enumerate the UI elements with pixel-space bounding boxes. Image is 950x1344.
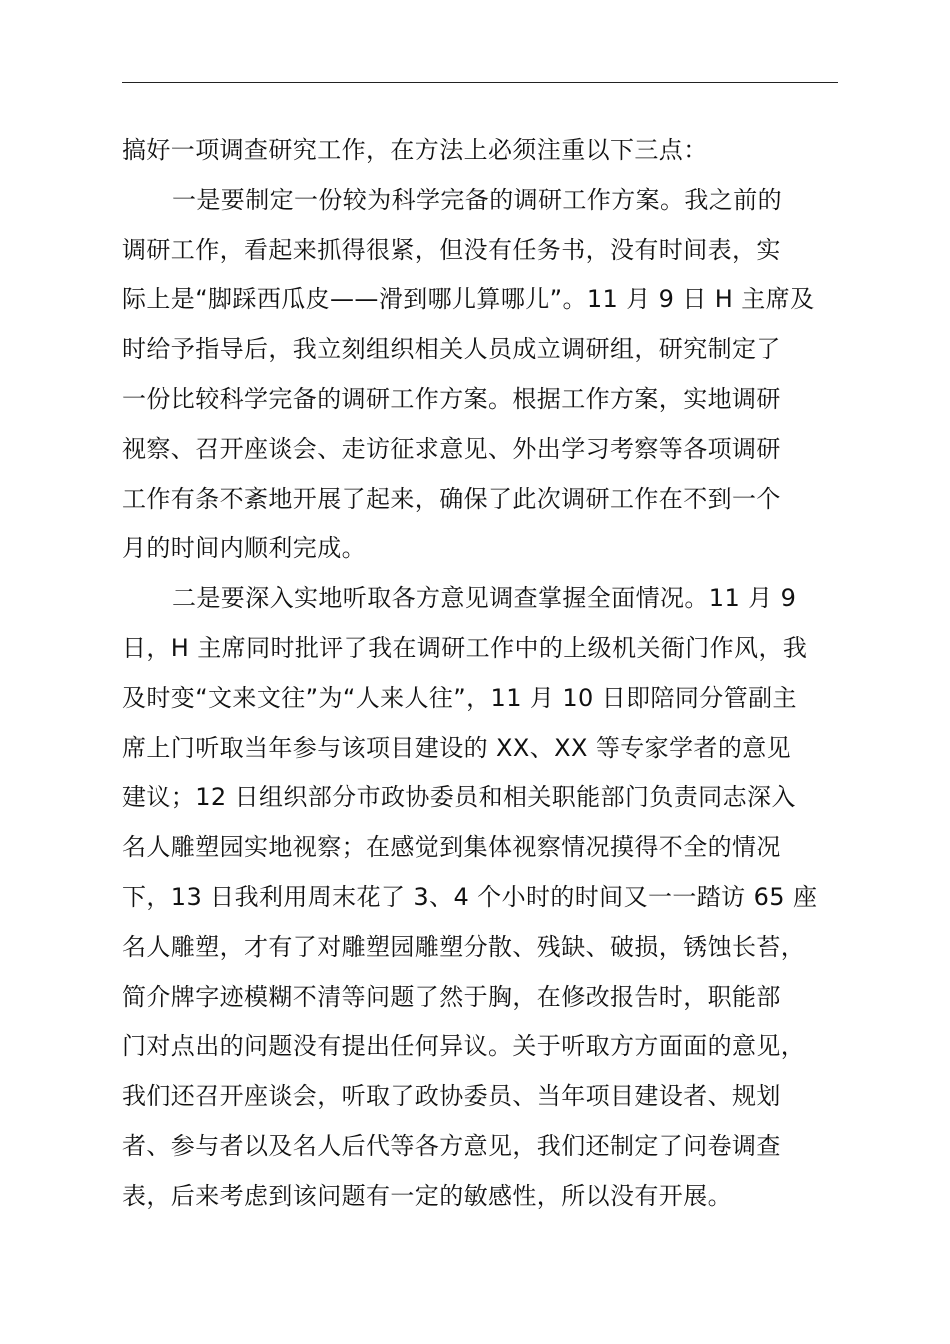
text-line: 门对点出的问题没有提出任何异议。关于听取方方面面的意见，	[122, 1032, 806, 1061]
paragraph-point-one	[122, 176, 862, 574]
text-line: 者、参与者以及名人后代等各方意见，我们还制定了问卷调查	[122, 1131, 781, 1160]
text-line: 日，H 主席同时批评了我在调研工作中的上级机关衙门作风，我	[122, 633, 808, 662]
text-line: 工作有条不紊地开展了起来，确保了此次调研工作在不到一个	[122, 484, 781, 513]
header-rule	[122, 82, 838, 83]
text-line: 名人雕塑，才有了对雕塑园雕塑分散、残缺、破损，锈蚀长苔，	[122, 932, 806, 961]
text-line: 我们还召开座谈会，听取了政协委员、当年项目建设者、规划	[122, 1082, 781, 1111]
text-line: 二是要深入实地听取各方意见调查掌握全面情况。11 月 9	[172, 584, 797, 613]
text-line: 时给予指导后，我立刻组织相关人员成立调研组，研究制定了	[122, 335, 781, 364]
text-line: 表，后来考虑到该问题有一定的敏感性，所以没有开展。	[122, 1181, 732, 1210]
text-line: 下，13 日我利用周末花了 3、4 个小时的时间又一一踏访 65 座	[122, 882, 818, 911]
text-line: 席上门听取当年参与该项目建设的 XX、XX 等专家学者的意见	[122, 733, 792, 762]
paragraph-point-two	[122, 574, 862, 1221]
text-line: 际上是“脚踩西瓜皮——滑到哪儿算哪儿”。11 月 9 日 H 主席及	[122, 285, 815, 314]
text-line: 一是要制定一份较为科学完备的调研工作方案。我之前的	[172, 185, 782, 214]
text-line: 及时变“文来文往”为“人来人往”，11 月 10 日即陪同分管副主	[122, 683, 797, 712]
paragraph-intro	[122, 126, 862, 176]
text-line: 月的时间内顺利完成。	[122, 534, 366, 563]
text-line: 搞好一项调查研究工作，在方法上必须注重以下三点：	[122, 136, 708, 164]
text-line: 调研工作，看起来抓得很紧，但没有任务书，没有时间表，实	[122, 235, 781, 264]
text-line: 一份比较科学完备的调研工作方案。根据工作方案，实地调研	[122, 384, 781, 413]
text-line: 视察、召开座谈会、走访征求意见、外出学习考察等各项调研	[122, 434, 781, 463]
body-text	[122, 126, 862, 1222]
text-line: 名人雕塑园实地视察；在感觉到集体视察情况摸得不全的情况	[122, 833, 781, 862]
text-line: 简介牌字迹模糊不清等问题了然于胸，在修改报告时，职能部	[122, 982, 781, 1011]
text-line: 建议；12 日组织部分市政协委员和相关职能部门负责同志深入	[122, 783, 796, 812]
